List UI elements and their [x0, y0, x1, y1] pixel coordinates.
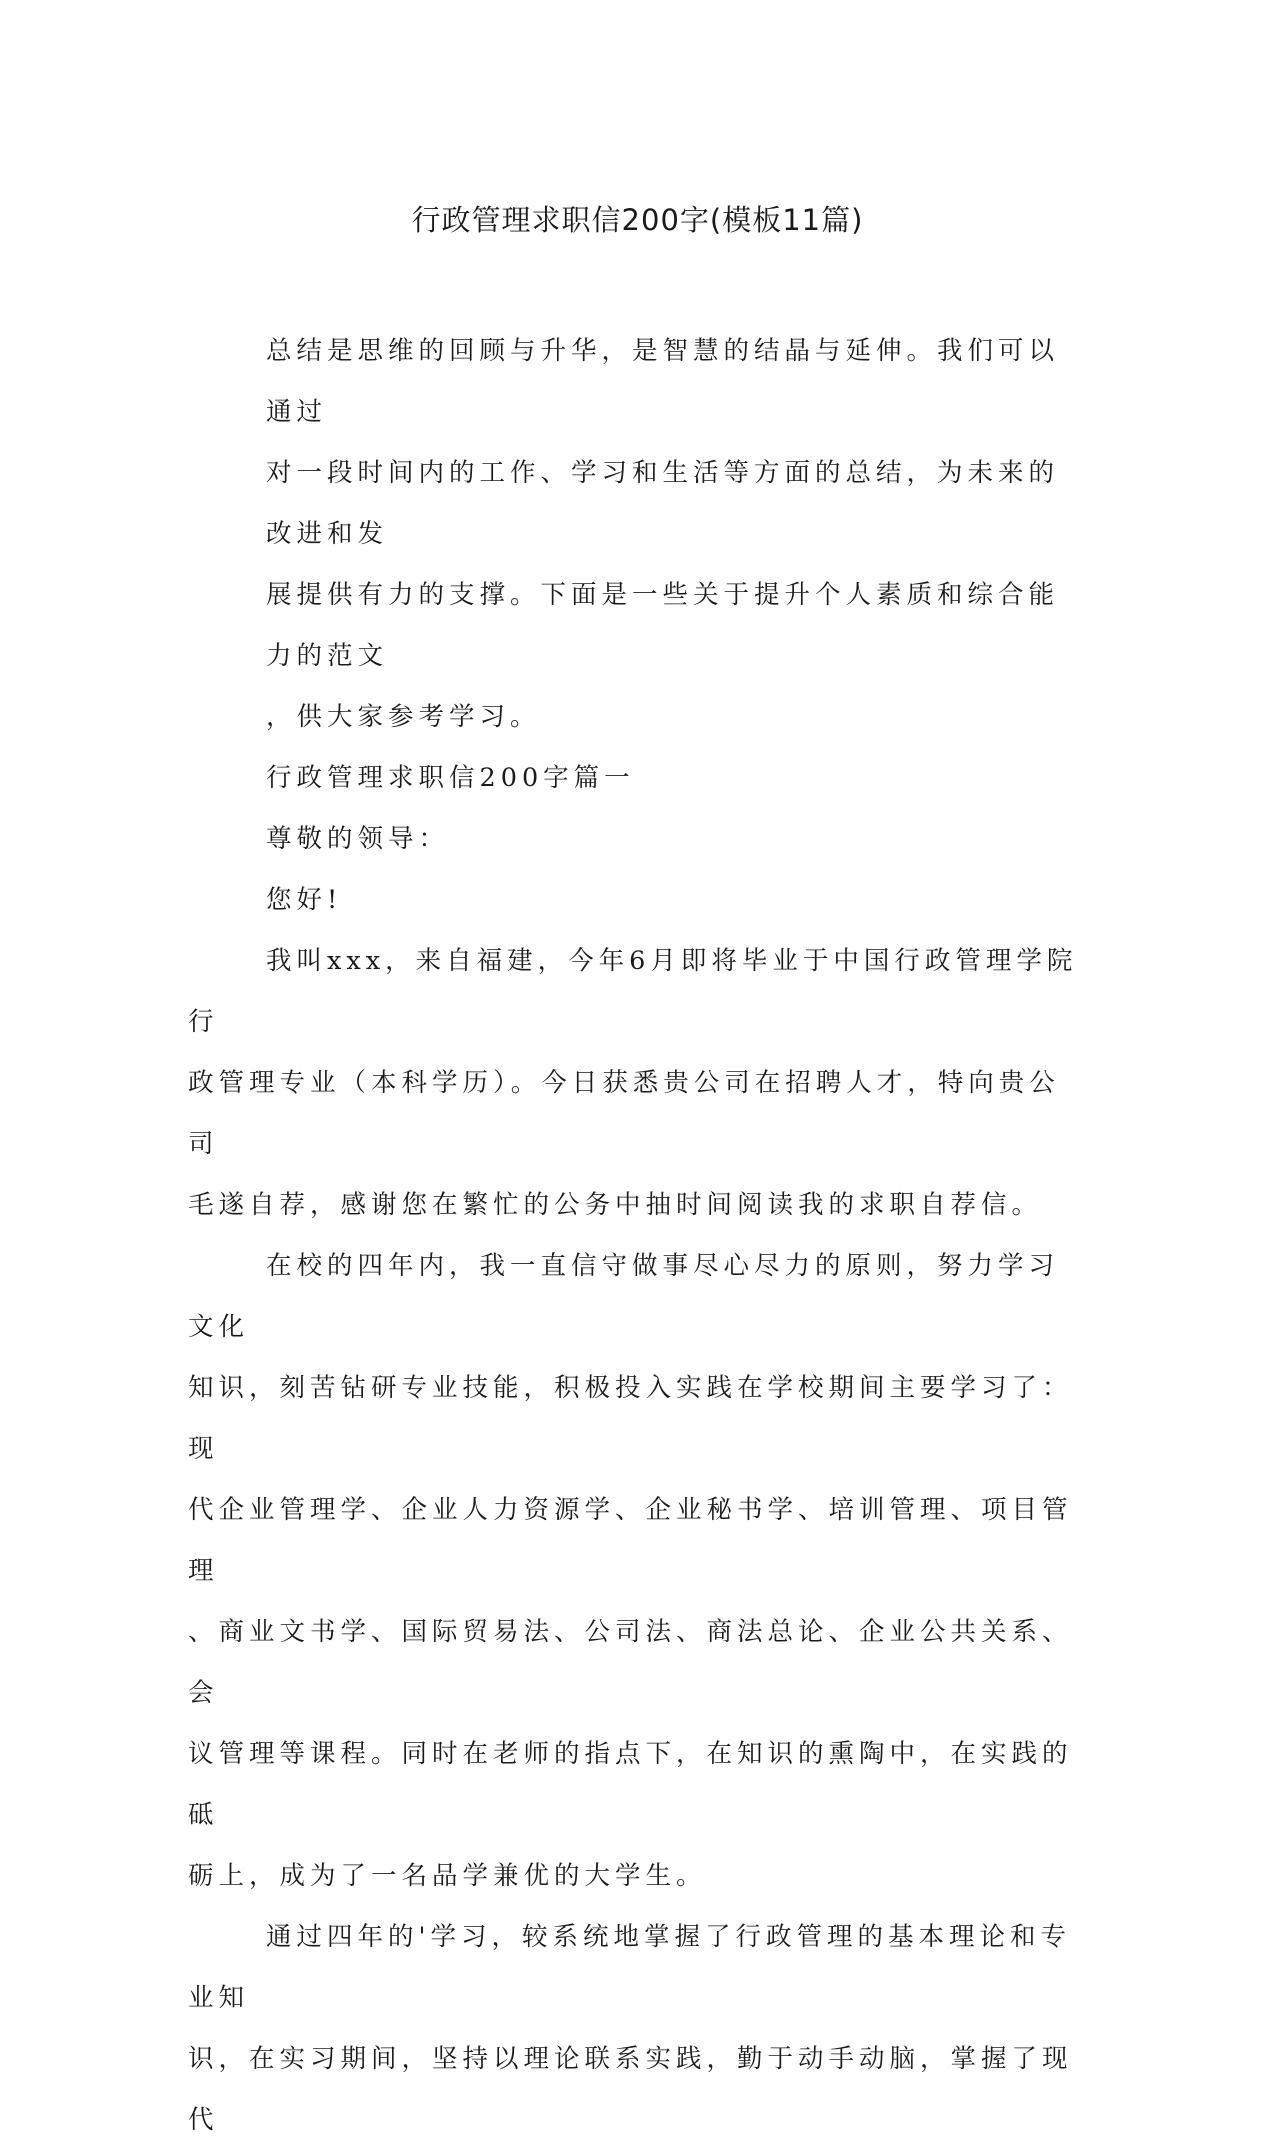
salutation: 尊敬的领导：	[266, 824, 450, 854]
greeting: 您好!	[266, 885, 343, 915]
intro-paragraph: 总结是思维的回顾与升华，是智慧的结晶与延伸。我们可以通过 对一段时间内的工作、学习和生活等方面的总结，为未来的改进和发 展提供有力的支撑。下面是一些关于提升个人素质和综合能力的范文 ，供大家参考学习。	[266, 336, 1060, 732]
document-body	[188, 321, 1088, 2151]
section-heading: 行政管理求职信200字篇一	[266, 763, 635, 793]
paragraph-knowledge: 通过四年的'学习，较系统地掌握了行政管理的基本理论和专业知 识，在实习期间，坚持以理论联系实践，勤于动手动脑，掌握了现代	[188, 1922, 1073, 2135]
paragraph-introduction: 我叫xxx，来自福建，今年6月即将毕业于中国行政管理学院行 政管理专业（本科学历）。今日获悉贵公司在招聘人才，特向贵公司 毛遂自荐，感谢您在繁忙的公务中抽时间阅读我的求职自荐信。	[188, 946, 1078, 1220]
document-title: 行政管理求职信200字(模板11篇)	[411, 203, 864, 237]
paragraph-studies: 在校的四年内，我一直信守做事尽心尽力的原则，努力学习文化 知识，刻苦钻研专业技能，积极投入实践在学校期间主要学习了：现 代企业管理学、企业人力资源学、企业秘书学、培训管理、项目管理 、商业文书学、国际贸易法、公司法、商法总论、企业公共关系、会 议管理等课程。同时在老师的指点下，在知识的熏陶中，在实践的砥 砺上，成为了一名品学兼优的大学生。	[188, 1251, 1073, 1891]
